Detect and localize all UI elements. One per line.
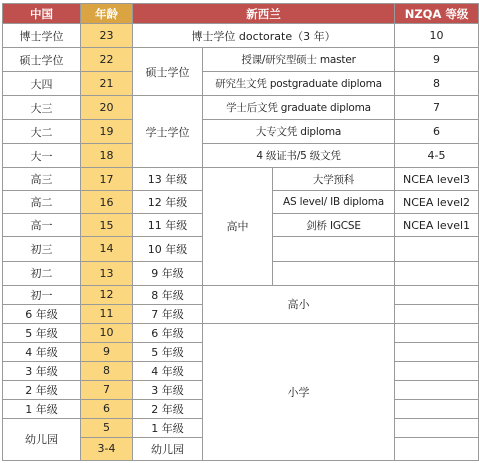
empty-cell bbox=[395, 437, 479, 460]
table-row bbox=[3, 323, 479, 342]
age-cell: 21 bbox=[81, 72, 133, 96]
empty-cell bbox=[395, 304, 479, 323]
nz-course-cell: AS level/ IB diploma bbox=[273, 191, 395, 214]
nz-header: 新西兰 bbox=[133, 4, 395, 24]
nz-grade-cell: 5 年级 bbox=[133, 342, 203, 361]
nz-grade-cell: 4 年级 bbox=[133, 361, 203, 380]
china-cell: 高三 bbox=[3, 168, 81, 191]
nzqa-cell: 4-5 bbox=[395, 144, 479, 168]
china-cell: 硕士学位 bbox=[3, 48, 81, 72]
nzqa-cell: 8 bbox=[395, 72, 479, 96]
empty-cell bbox=[395, 399, 479, 418]
empty-cell bbox=[395, 323, 479, 342]
nz-qualification-cell: 授课/研究型硕士 master bbox=[203, 48, 395, 72]
table-row bbox=[3, 120, 479, 144]
china-header: 中国 bbox=[3, 4, 81, 24]
age-cell: 14 bbox=[81, 237, 133, 261]
nzqa-cell: NCEA level2 bbox=[395, 191, 479, 214]
nz-qualification-cell: 学士后文凭 graduate diploma bbox=[203, 96, 395, 120]
nz-grade-cell: 6 年级 bbox=[133, 323, 203, 342]
empty-cell bbox=[395, 285, 479, 304]
nzqa-header: NZQA 等级 bbox=[395, 4, 479, 24]
china-cell: 4 年级 bbox=[3, 342, 81, 361]
china-cell: 5 年级 bbox=[3, 323, 81, 342]
empty-cell bbox=[273, 261, 395, 285]
nz-degree-group-cell: 学士学位 bbox=[133, 96, 203, 168]
age-cell: 22 bbox=[81, 48, 133, 72]
nz-school-cell: 小学 bbox=[203, 323, 395, 460]
nz-grade-cell: 7 年级 bbox=[133, 304, 203, 323]
china-cell: 大四 bbox=[3, 72, 81, 96]
china-cell: 1 年级 bbox=[3, 399, 81, 418]
age-cell: 6 bbox=[81, 399, 133, 418]
table-row bbox=[3, 168, 479, 191]
age-cell: 7 bbox=[81, 380, 133, 399]
age-cell: 20 bbox=[81, 96, 133, 120]
age-cell: 13 bbox=[81, 261, 133, 285]
education-comparison-table bbox=[2, 3, 479, 461]
empty-cell bbox=[395, 342, 479, 361]
nzqa-cell: 6 bbox=[395, 120, 479, 144]
nz-grade-cell: 1 年级 bbox=[133, 418, 203, 437]
header-row bbox=[3, 4, 479, 24]
nz-grade-cell: 13 年级 bbox=[133, 168, 203, 191]
age-cell: 5 bbox=[81, 418, 133, 437]
nz-qualification-cell: 研究生文凭 postgraduate diploma bbox=[203, 72, 395, 96]
nz-grade-cell: 8 年级 bbox=[133, 285, 203, 304]
china-cell: 大三 bbox=[3, 96, 81, 120]
table-row bbox=[3, 285, 479, 304]
table-row bbox=[3, 24, 479, 48]
nz-course-cell: 大学预科 bbox=[273, 168, 395, 191]
nz-school-cell: 高中 bbox=[203, 168, 273, 285]
nz-grade-cell: 幼儿园 bbox=[133, 437, 203, 460]
china-cell: 初三 bbox=[3, 237, 81, 261]
nz-school-cell: 高小 bbox=[203, 285, 395, 323]
nz-course-cell: 剑桥 IGCSE bbox=[273, 214, 395, 237]
china-cell: 博士学位 bbox=[3, 24, 81, 48]
age-cell: 12 bbox=[81, 285, 133, 304]
china-cell: 大一 bbox=[3, 144, 81, 168]
nz-qualification-cell: 大专文凭 diploma bbox=[203, 120, 395, 144]
table-row bbox=[3, 144, 479, 168]
nz-degree-group-cell: 硕士学位 bbox=[133, 48, 203, 96]
china-cell: 2 年级 bbox=[3, 380, 81, 399]
china-cell: 高二 bbox=[3, 191, 81, 214]
nz-grade-cell: 2 年级 bbox=[133, 399, 203, 418]
nz-grade-cell: 12 年级 bbox=[133, 191, 203, 214]
age-cell: 3-4 bbox=[81, 437, 133, 460]
nzqa-cell: 10 bbox=[395, 24, 479, 48]
age-cell: 16 bbox=[81, 191, 133, 214]
china-cell: 幼儿园 bbox=[3, 418, 81, 460]
china-cell: 初一 bbox=[3, 285, 81, 304]
empty-cell bbox=[273, 237, 395, 261]
china-cell: 3 年级 bbox=[3, 361, 81, 380]
table-row bbox=[3, 48, 479, 72]
age-cell: 11 bbox=[81, 304, 133, 323]
age-cell: 15 bbox=[81, 214, 133, 237]
nz-qualification-cell: 博士学位 doctorate（3 年） bbox=[133, 24, 395, 48]
age-cell: 23 bbox=[81, 24, 133, 48]
age-header: 年龄 bbox=[81, 4, 133, 24]
age-cell: 19 bbox=[81, 120, 133, 144]
nz-grade-cell: 11 年级 bbox=[133, 214, 203, 237]
empty-cell bbox=[395, 380, 479, 399]
nz-qualification-cell: 4 级证书/5 级文凭 bbox=[203, 144, 395, 168]
nz-grade-cell: 3 年级 bbox=[133, 380, 203, 399]
nzqa-cell: NCEA level3 bbox=[395, 168, 479, 191]
empty-cell bbox=[395, 418, 479, 437]
empty-cell bbox=[395, 261, 479, 285]
empty-cell bbox=[395, 237, 479, 261]
china-cell: 6 年级 bbox=[3, 304, 81, 323]
age-cell: 18 bbox=[81, 144, 133, 168]
nzqa-cell: 7 bbox=[395, 96, 479, 120]
age-cell: 10 bbox=[81, 323, 133, 342]
age-cell: 9 bbox=[81, 342, 133, 361]
age-cell: 8 bbox=[81, 361, 133, 380]
china-cell: 初二 bbox=[3, 261, 81, 285]
nzqa-cell: NCEA level1 bbox=[395, 214, 479, 237]
age-cell: 17 bbox=[81, 168, 133, 191]
nz-grade-cell: 9 年级 bbox=[133, 261, 203, 285]
nz-grade-cell: 10 年级 bbox=[133, 237, 203, 261]
china-cell: 大二 bbox=[3, 120, 81, 144]
nzqa-cell: 9 bbox=[395, 48, 479, 72]
empty-cell bbox=[395, 361, 479, 380]
table-row bbox=[3, 72, 479, 96]
china-cell: 高一 bbox=[3, 214, 81, 237]
table-row bbox=[3, 96, 479, 120]
